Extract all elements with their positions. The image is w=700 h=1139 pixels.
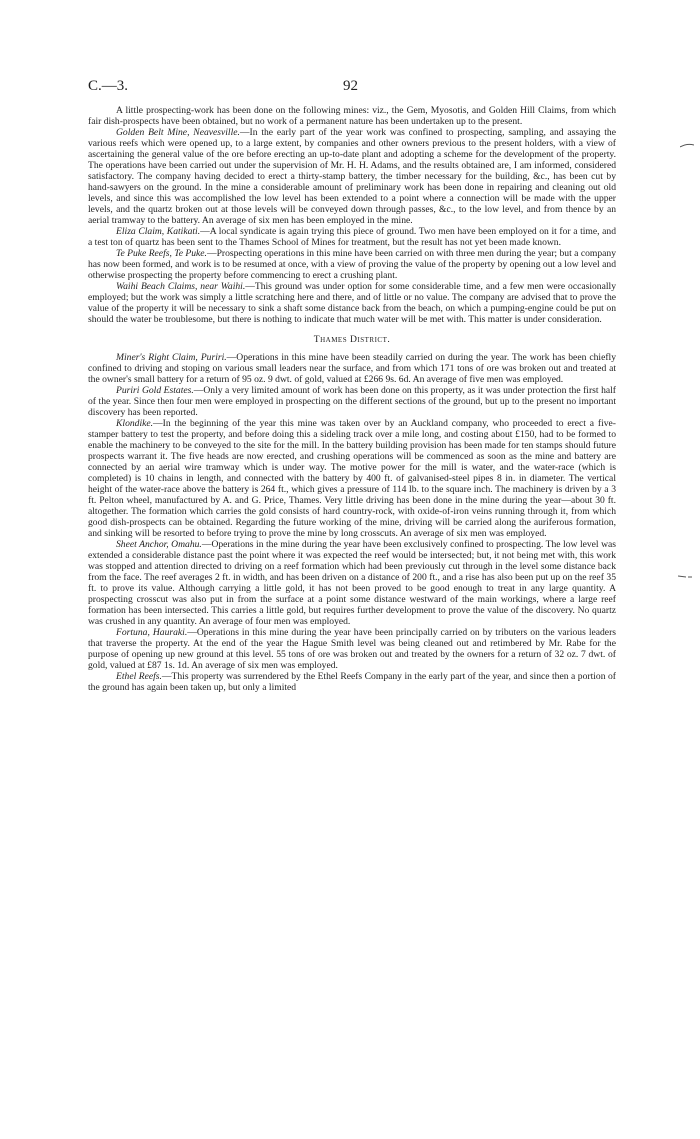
paragraph xyxy=(88,248,616,281)
paragraph xyxy=(88,671,616,693)
paragraph-heading: Ethel Reefs. xyxy=(116,671,162,682)
paragraph xyxy=(88,385,616,418)
paragraph-heading: Golden Belt Mine, Neavesville. xyxy=(116,127,240,138)
paragraph-text: —This ground was under option for some considerable time, and a few men were occasionally employed; but the work was simply a little scratching here and there, and of little or no value. The company are advised that to prove the value of the property it will be necessary to sink a shaft some distance back from the beach, on which a pumping-engine could be put on should the water be troublesome, but there is nothing to indicate that much water will be met with. This matter is under consideration. xyxy=(88,281,616,325)
paragraph xyxy=(88,281,616,325)
document-reference: C.—3. xyxy=(88,78,129,94)
paragraph xyxy=(88,105,616,127)
page-header xyxy=(88,78,618,102)
paragraph-text: —Operations in this mine during the year have been principally carried on by tributers on the various leaders that traverse the property. At the end of the year the Hague Smith level was being cleaned out and retimbered by Mr. Rabe for the purpose of opening up new ground at this level. 55 tons of ore was broken out and treated by the owners for a return of 32 oz. 7 dwt. of gold, valued at £87 1s. 1d. An average of six men was employed. xyxy=(88,627,616,671)
paragraph xyxy=(88,627,616,671)
paragraph-heading: Miner's Right Claim, Puriri. xyxy=(116,352,227,363)
paragraph-text: —In the early part of the year work was confined to prospecting, sampling, and assaying the various reefs which were opened up, to a large extent, by companies and other owners previous to the present holders, with a view of ascertaining the general value of the ore before erecting an up-to-date plant and adopting a scheme for the development of the property. The operations have been carried out under the supervision of Mr. H. H. Adams, and the results obtained are, I am informed, considered satisfactory. The company having decided to erect a thirty-stamp battery, the timber necessary for the building, &c., has been cut by hand-sawyers on the ground. In the mine a considerable amount of preliminary work has been done in repairing and cleaning out old levels, and since this was accomplished the low level has been extended to a point where a connection will be made with the upper levels, and the quartz broken out at those levels will be conveyed down through passes, &c., to the low level, and from thence by an aerial tramway to the battery. An average of six men has been employed in the mine. xyxy=(88,127,616,226)
paragraph xyxy=(88,127,616,226)
paragraph-text: —This property was surrendered by the Ethel Reefs Company in the early part of the year, and since then a portion of the ground has again been taken up, but only a limited xyxy=(88,671,616,693)
paragraph xyxy=(88,352,616,385)
paragraph-heading: Te Puke Reefs, Te Puke. xyxy=(116,248,207,259)
margin-mark xyxy=(680,143,694,149)
paragraph xyxy=(88,539,616,627)
section-heading: Thames District. xyxy=(313,334,391,345)
bottom-paragraphs xyxy=(88,352,616,693)
top-paragraphs xyxy=(88,105,616,325)
paragraph-text: —Prospecting operations in this mine have been carried on with three men during the year; but a company has now been formed, and work is to be resumed at once, with a view of proving the value of the property by opening out a low level and otherwise prospecting the property before commencing to erect a crushing plant. xyxy=(88,248,616,281)
paragraph-heading: Sheet Anchor, Omahu. xyxy=(116,539,202,550)
paragraph-text: —In the beginning of the year this mine was taken over by an Auckland company, who proceeded to erect a five-stamper battery to test the property, and before doing this a sideling track over a mile long, and costing about £150, had to be formed to enable the machinery to be conveyed to the site for the mill. In the battery building provision has been made for ten stamps should future prospects warrant it. The five heads are now erected, and crushing operations will be commenced as soon as the mine and battery are connected by an aerial wire tramway which is under way. The motive power for the mill is water, and the water-race (which is completed) is 10 chains in length, and connected with the battery by 400 ft. of galvanised-steel pipes 8 in. in diameter. The vertical height of the water-race above the battery is 264 ft., which gives a pressure of 114 lb. to the square inch. The machinery is driven by a 3 ft. Pelton wheel, manufactured by A. and G. Price, Thames. Very little driving has been done in the mine during the year—about 30 ft. altogether. The formation which carries the gold consists of hard country-rock, with oxide-of-iron veins running through it, from which good dish-prospects can be obtained. Regarding the future working of the mine, driving will be carried along the auriferous formation, and sinking will be resorted to before trying to prove the mine by long crosscuts. An average of six men was employed. xyxy=(88,418,616,539)
paragraph-heading: Eliza Claim, Katikati. xyxy=(116,226,201,237)
paragraph-heading: Waihi Beach Claims, near Waihi. xyxy=(116,281,246,292)
paragraph xyxy=(88,418,616,539)
paragraph-text: —Only a very limited amount of work has been done on this property, as it was under protection the first half of the year. Since then four men were employed in prospecting on the different sections of the ground, but up to the present no important discovery has been reported. xyxy=(88,385,616,418)
paragraph-text: —Operations in the mine during the year have been exclusively confined to prospecting. The low level was extended a considerable distance past the point where it was expected the reef would be intersected; but, it not being met with, this work was stopped and attention directed to driving on a reef formation which had been previously cut through in the level some distance back from the face. The reef averages 2 ft. in width, and has been driven on a distance of 200 ft., and a rise has also been put up on the reef 35 ft. to prove its value. Although carrying a little gold, it has not been proved to be good enough to treat in any large quantity. A prospecting crosscut was also put in from the surface at a point some distance westward of the main workings, where a large reef formation has been intersected. This carries a little gold, but requires further development to prove the value of the discovery. No quartz was crushed in any quantity. An average of four men was employed. xyxy=(88,539,617,627)
body-text xyxy=(88,105,616,693)
paragraph-text: —A local syndicate is again trying this piece of ground. Two men have been employed on it for a time, and a test ton of quartz has been sent to the Thames School of Mines for treatment, but the result has not yet been made known. xyxy=(88,226,617,248)
paragraph-heading: Puriri Gold Estates. xyxy=(116,385,194,396)
paragraph-heading: Klondike. xyxy=(116,418,154,429)
paragraph xyxy=(88,226,616,248)
paragraph-heading: Fortuna, Hauraki. xyxy=(116,627,188,638)
paragraph-text: A little prospecting-work has been done on the following mines: viz., the Gem, Myosotis, and Golden Hill Claims, from which fair dish-prospects have been obtained, but no work of a permanent nature has been undertaken up to the present. xyxy=(88,105,616,127)
page-number: 92 xyxy=(343,78,358,94)
margin-mark xyxy=(678,574,692,580)
paragraph-text: —Operations in this mine have been steadily carried on during the year. The work has been chiefly confined to driving and stoping on various small leaders near the surface, and from which 171 tons of ore was broken out and treated at the owner's small battery for a return of 95 oz. 9 dwt. of gold, valued at £266 9s. 6d. An average of five men was employed. xyxy=(88,352,616,385)
